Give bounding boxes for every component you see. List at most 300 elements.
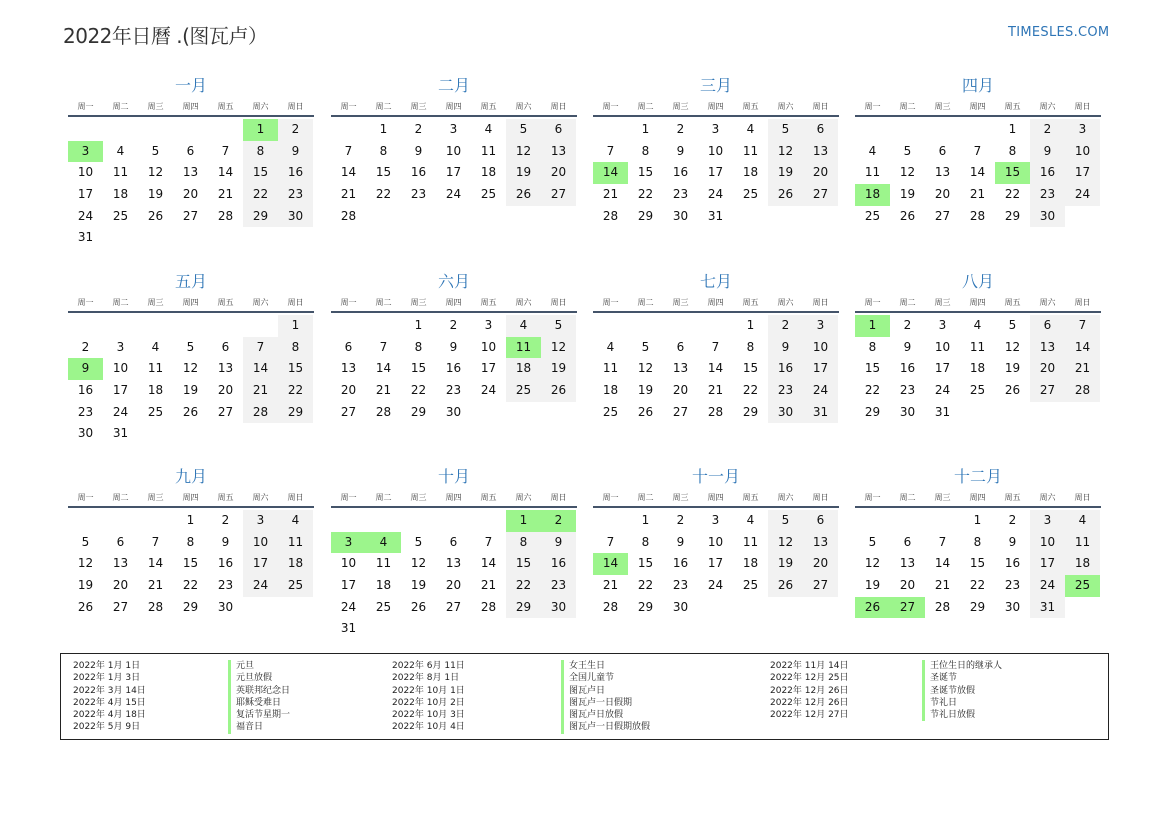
holiday-day-cell: 25 (1065, 575, 1100, 597)
day-grid (331, 315, 576, 423)
day-cell: 16 (410, 165, 427, 180)
weekday-label: 周六 (1039, 298, 1056, 307)
empty-day-cell (925, 510, 960, 532)
day-cell: 13 (445, 556, 462, 571)
day-cell: 11 (112, 165, 129, 180)
holiday-day-cell: 26 (855, 597, 890, 619)
day-cell: 25 (742, 187, 759, 202)
day-cell: 5 (506, 119, 541, 141)
weekday-label: 周六 (1039, 493, 1056, 502)
empty-day-cell (138, 315, 173, 337)
holiday-day-cell: 14 (593, 553, 628, 575)
day-cell: 16 (768, 358, 803, 380)
day-cell: 26 (147, 208, 164, 223)
day-cell: 8 (506, 532, 541, 554)
day-cell: 31 (803, 402, 838, 424)
legend-date: 2022年 1月 3日 (73, 673, 141, 684)
day-cell: 7 (379, 339, 388, 354)
day-cell: 4 (746, 122, 755, 136)
day-cell: 4 (278, 510, 313, 532)
day-cell: 27 (541, 184, 576, 206)
day-cell: 28 (969, 208, 986, 223)
day-cell: 20 (445, 578, 462, 593)
day-cell: 8 (186, 534, 195, 549)
day-cell: 27 (672, 404, 689, 419)
empty-day-cell (436, 510, 471, 532)
day-cell: 3 (711, 513, 720, 527)
day-cell: 19 (182, 383, 199, 398)
day-cell: 10 (1030, 532, 1065, 554)
day-cell: 7 (938, 534, 947, 549)
day-cell: 30 (217, 599, 234, 614)
day-cell: 10 (445, 143, 462, 158)
day-cell: 23 (1004, 578, 1021, 593)
day-cell: 25 (112, 208, 129, 223)
day-grid (855, 510, 1100, 618)
day-cell: 16 (278, 162, 313, 184)
weekday-label: 周一 (340, 102, 357, 111)
month-title: 三月 (699, 76, 732, 95)
day-cell: 13 (934, 165, 951, 180)
empty-day-cell (243, 315, 278, 337)
legend-holiday-name: 图瓦卢日放假 (569, 710, 624, 721)
day-cell: 25 (480, 187, 497, 202)
day-cell: 30 (672, 208, 689, 223)
holiday-day-cell: 27 (890, 597, 925, 619)
legend-dates-col-2 (392, 660, 542, 734)
month-title: 一月 (174, 76, 207, 95)
day-cell: 21 (375, 383, 392, 398)
day-cell: 19 (147, 187, 164, 202)
weekday-label: 周日 (550, 298, 567, 307)
legend-date: 2022年 12月 25日 (770, 673, 849, 684)
holiday-day-cell: 3 (331, 532, 366, 554)
day-cell: 7 (606, 143, 615, 158)
empty-day-cell (663, 315, 698, 337)
holiday-day-cell: 18 (855, 184, 890, 206)
day-cell: 7 (344, 143, 353, 158)
day-cell: 6 (903, 534, 912, 549)
day-cell: 13 (803, 141, 838, 163)
month-block (855, 73, 1101, 227)
day-cell: 10 (803, 337, 838, 359)
day-cell: 16 (899, 361, 916, 376)
day-cell: 24 (803, 380, 838, 402)
weekday-label: 周二 (637, 298, 654, 307)
day-cell: 12 (768, 141, 803, 163)
weekday-label: 周四 (445, 493, 462, 502)
day-cell: 6 (344, 339, 353, 354)
day-cell: 19 (864, 578, 881, 593)
day-cell: 1 (1008, 122, 1017, 136)
day-grid (68, 510, 313, 618)
day-cell: 12 (147, 165, 164, 180)
holiday-day-cell: 9 (68, 358, 103, 380)
day-cell: 8 (973, 534, 982, 549)
weekday-label: 周三 (934, 102, 951, 111)
legend-holiday-name: 英联邦纪念日 (236, 685, 291, 696)
weekday-header (593, 490, 839, 508)
day-cell: 14 (217, 165, 234, 180)
day-cell: 15 (742, 361, 759, 376)
day-cell: 18 (1065, 553, 1100, 575)
weekday-header (593, 295, 839, 313)
day-cell: 21 (602, 578, 619, 593)
page-title: 2022年日曆 .(图瓦卢） (63, 24, 268, 48)
site-link[interactable]: TIMESLES.COM (1008, 25, 1110, 40)
day-cell: 3 (938, 318, 947, 332)
legend-date: 2022年 12月 26日 (770, 685, 849, 696)
day-cell: 24 (243, 575, 278, 597)
month-title: 二月 (437, 76, 470, 95)
weekday-label: 周六 (777, 102, 794, 111)
legend-date: 2022年 1月 1日 (73, 661, 141, 671)
day-grid (593, 510, 838, 618)
weekday-label: 周三 (934, 493, 951, 502)
day-cell: 23 (768, 380, 803, 402)
day-cell: 15 (278, 358, 313, 380)
day-cell: 1 (641, 122, 650, 136)
day-cell: 31 (1030, 597, 1065, 619)
weekday-label: 周日 (1074, 493, 1091, 502)
day-cell: 8 (641, 534, 650, 549)
day-cell: 17 (1065, 162, 1100, 184)
day-cell: 28 (1065, 380, 1100, 402)
day-cell: 26 (541, 380, 576, 402)
weekday-label: 周二 (375, 102, 392, 111)
empty-day-cell (366, 315, 401, 337)
day-cell: 14 (480, 556, 497, 571)
empty-day-cell (331, 119, 366, 141)
empty-day-cell (331, 510, 366, 532)
day-cell: 25 (602, 404, 619, 419)
day-cell: 18 (742, 556, 759, 571)
weekday-label: 周二 (899, 493, 916, 502)
weekday-label: 周五 (1004, 493, 1021, 502)
weekday-label: 周六 (515, 493, 532, 502)
day-cell: 20 (340, 383, 357, 398)
legend-date: 2022年 10月 2日 (392, 697, 465, 708)
holiday-day-cell: 1 (243, 119, 278, 141)
day-cell: 13 (182, 165, 199, 180)
day-cell: 18 (147, 383, 164, 398)
month-title: 十二月 (953, 467, 1002, 486)
month-block (68, 73, 314, 249)
day-cell: 30 (278, 206, 313, 228)
day-cell: 20 (672, 383, 689, 398)
month-title: 九月 (174, 467, 207, 486)
day-cell: 28 (340, 208, 357, 223)
empty-day-cell (68, 510, 103, 532)
holiday-legend (60, 653, 1109, 740)
day-cell: 20 (112, 578, 129, 593)
weekday-label: 周三 (147, 102, 164, 111)
day-cell: 3 (484, 318, 493, 332)
day-cell: 12 (541, 337, 576, 359)
day-cell: 15 (182, 556, 199, 571)
weekday-label: 周三 (410, 298, 427, 307)
weekday-header (331, 295, 577, 313)
day-cell: 30 (899, 404, 916, 419)
empty-day-cell (138, 510, 173, 532)
day-cell: 3 (711, 122, 720, 136)
weekday-label: 周一 (602, 102, 619, 111)
day-cell: 22 (969, 578, 986, 593)
day-cell: 7 (484, 534, 493, 549)
day-cell: 20 (1030, 358, 1065, 380)
weekday-header (331, 99, 577, 117)
day-cell: 15 (410, 361, 427, 376)
day-cell: 18 (278, 553, 313, 575)
day-cell: 4 (973, 318, 982, 332)
weekday-label: 周六 (515, 102, 532, 111)
day-cell: 23 (541, 575, 576, 597)
day-cell: 18 (506, 358, 541, 380)
legend-holiday-name: 女王生日 (569, 661, 606, 671)
day-cell: 10 (243, 532, 278, 554)
legend-holiday-name: 全国儿童节 (569, 673, 615, 684)
day-cell: 22 (506, 575, 541, 597)
day-cell: 1 (746, 318, 755, 332)
day-cell: 19 (506, 162, 541, 184)
day-cell: 22 (375, 187, 392, 202)
legend-date: 2022年 6月 11日 (392, 661, 465, 671)
day-cell: 26 (768, 184, 803, 206)
day-cell: 3 (803, 315, 838, 337)
day-cell: 28 (243, 402, 278, 424)
day-cell: 4 (1065, 510, 1100, 532)
day-grid (331, 119, 576, 227)
day-cell: 23 (672, 187, 689, 202)
day-cell: 29 (506, 597, 541, 619)
day-cell: 27 (112, 599, 129, 614)
weekday-header (68, 295, 314, 313)
weekday-label: 周六 (1039, 102, 1056, 111)
legend-names-col-2 (561, 660, 650, 734)
day-cell: 5 (541, 315, 576, 337)
legend-holiday-name: 图瓦卢一日假期 (569, 697, 633, 708)
legend-holiday-name: 王位生日的继承人 (930, 661, 1003, 671)
day-cell: 18 (969, 361, 986, 376)
empty-day-cell (173, 315, 208, 337)
day-cell: 26 (637, 404, 654, 419)
month-block (855, 269, 1101, 423)
day-cell: 2 (414, 122, 423, 136)
day-cell: 22 (637, 578, 654, 593)
month-block (593, 73, 839, 227)
legend-date: 2022年 10月 3日 (392, 710, 465, 721)
day-cell: 24 (480, 383, 497, 398)
weekday-label: 周一 (864, 102, 881, 111)
day-cell: 3 (1065, 119, 1100, 141)
weekday-label: 周四 (182, 493, 199, 502)
legend-date: 2022年 12月 26日 (770, 697, 849, 708)
day-cell: 19 (410, 578, 427, 593)
empty-day-cell (890, 510, 925, 532)
day-cell: 2 (676, 122, 685, 136)
day-cell: 9 (676, 143, 685, 158)
empty-day-cell (68, 315, 103, 337)
legend-holiday-name: 节礼日 (930, 697, 958, 708)
day-cell: 11 (480, 143, 497, 158)
day-cell: 25 (375, 599, 392, 614)
day-cell: 12 (506, 141, 541, 163)
day-cell: 27 (803, 575, 838, 597)
day-cell: 20 (803, 162, 838, 184)
day-cell: 20 (182, 187, 199, 202)
weekday-label: 周五 (217, 102, 234, 111)
day-cell: 13 (340, 361, 357, 376)
day-cell: 9 (221, 534, 230, 549)
day-cell: 17 (112, 383, 129, 398)
weekday-label: 周日 (550, 102, 567, 111)
day-grid (593, 315, 838, 423)
day-cell: 2 (449, 318, 458, 332)
day-cell: 19 (77, 578, 94, 593)
day-cell: 21 (707, 383, 724, 398)
weekday-label: 周四 (707, 102, 724, 111)
legend-holiday-name: 圣诞节 (930, 673, 958, 684)
legend-date: 2022年 4月 15日 (73, 697, 146, 708)
holiday-day-cell: 2 (541, 510, 576, 532)
legend-date: 2022年 3月 14日 (73, 685, 146, 696)
weekday-label: 周二 (899, 298, 916, 307)
day-cell: 26 (77, 599, 94, 614)
empty-day-cell (593, 119, 628, 141)
month-block (68, 269, 314, 445)
day-cell: 9 (903, 339, 912, 354)
empty-day-cell (855, 119, 890, 141)
weekday-label: 周五 (480, 493, 497, 502)
day-cell: 2 (768, 315, 803, 337)
legend-dates-col-1 (73, 660, 223, 734)
day-cell: 24 (707, 578, 724, 593)
day-cell: 30 (541, 597, 576, 619)
day-cell: 9 (768, 337, 803, 359)
day-cell: 11 (1065, 532, 1100, 554)
day-cell: 28 (707, 404, 724, 419)
day-cell: 20 (803, 553, 838, 575)
day-cell: 21 (480, 578, 497, 593)
legend-holiday-name: 图瓦卢日 (569, 685, 606, 696)
day-cell: 16 (672, 556, 689, 571)
day-cell: 17 (707, 556, 724, 571)
weekday-header (331, 490, 577, 508)
day-cell: 24 (1065, 184, 1100, 206)
weekday-header (68, 99, 314, 117)
day-cell: 12 (768, 532, 803, 554)
day-cell: 26 (506, 184, 541, 206)
empty-day-cell (208, 315, 243, 337)
day-cell: 23 (1030, 184, 1065, 206)
day-cell: 15 (637, 165, 654, 180)
day-grid (855, 119, 1100, 227)
day-cell: 17 (480, 361, 497, 376)
day-cell: 17 (77, 187, 94, 202)
weekday-label: 周五 (742, 102, 759, 111)
day-cell: 5 (641, 339, 650, 354)
day-cell: 9 (414, 143, 423, 158)
empty-day-cell (925, 119, 960, 141)
month-title: 十月 (437, 467, 470, 486)
day-cell: 24 (707, 187, 724, 202)
day-cell: 8 (746, 339, 755, 354)
day-cell: 21 (602, 187, 619, 202)
day-cell: 19 (768, 553, 803, 575)
weekday-label: 周六 (252, 102, 269, 111)
day-cell: 2 (676, 513, 685, 527)
day-cell: 11 (375, 556, 392, 571)
day-cell: 14 (707, 361, 724, 376)
day-cell: 29 (637, 208, 654, 223)
day-cell: 3 (116, 339, 125, 354)
day-cell: 10 (340, 556, 357, 571)
month-title: 七月 (699, 272, 732, 291)
day-cell: 4 (116, 143, 125, 158)
day-cell: 3 (243, 510, 278, 532)
day-cell: 23 (445, 383, 462, 398)
holiday-day-cell: 11 (506, 337, 541, 359)
day-cell: 8 (243, 141, 278, 163)
weekday-label: 周四 (707, 298, 724, 307)
day-cell: 29 (410, 404, 427, 419)
empty-day-cell (890, 119, 925, 141)
day-cell: 9 (449, 339, 458, 354)
weekday-label: 周三 (934, 298, 951, 307)
day-cell: 29 (742, 404, 759, 419)
day-cell: 24 (77, 208, 94, 223)
legend-date: 2022年 8月 1日 (392, 673, 460, 684)
day-cell: 4 (606, 339, 615, 354)
day-cell: 1 (186, 513, 195, 527)
day-cell: 26 (410, 599, 427, 614)
weekday-label: 周一 (340, 298, 357, 307)
day-cell: 5 (1008, 318, 1017, 332)
weekday-label: 周三 (147, 298, 164, 307)
day-cell: 27 (803, 184, 838, 206)
weekday-label: 周二 (112, 493, 129, 502)
day-cell: 16 (1030, 162, 1065, 184)
day-cell: 14 (243, 358, 278, 380)
empty-day-cell (593, 315, 628, 337)
day-cell: 20 (217, 383, 234, 398)
weekday-label: 周日 (287, 298, 304, 307)
day-cell: 15 (637, 556, 654, 571)
day-cell: 31 (707, 208, 724, 223)
day-cell: 18 (602, 383, 619, 398)
day-cell: 2 (81, 339, 90, 354)
weekday-label: 周二 (637, 102, 654, 111)
day-cell: 10 (707, 534, 724, 549)
weekday-label: 周六 (777, 493, 794, 502)
weekday-label: 周四 (707, 493, 724, 502)
day-cell: 10 (1065, 141, 1100, 163)
day-cell: 21 (969, 187, 986, 202)
day-cell: 7 (711, 339, 720, 354)
day-cell: 5 (868, 534, 877, 549)
empty-day-cell (471, 510, 506, 532)
day-cell: 29 (278, 402, 313, 424)
day-cell: 6 (803, 119, 838, 141)
legend-names-col-1 (228, 660, 290, 734)
weekday-label: 周二 (375, 493, 392, 502)
month-block (331, 269, 577, 423)
day-cell: 15 (864, 361, 881, 376)
day-cell: 4 (151, 339, 160, 354)
weekday-label: 周六 (252, 493, 269, 502)
weekday-label: 周五 (480, 298, 497, 307)
day-cell: 21 (147, 578, 164, 593)
